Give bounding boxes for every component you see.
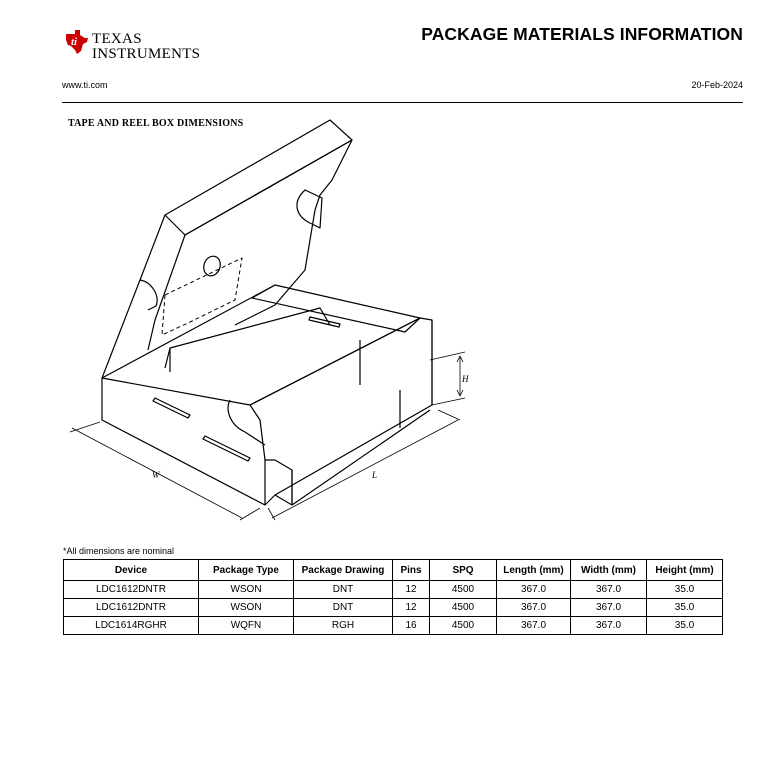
cell-height: 35.0 bbox=[647, 617, 723, 635]
cell-package-type: WQFN bbox=[199, 617, 294, 635]
cell-device: LDC1614RGHR bbox=[64, 617, 199, 635]
cell-spq: 4500 bbox=[430, 581, 497, 599]
website-url[interactable]: www.ti.com bbox=[62, 80, 108, 90]
cell-package-drawing: RGH bbox=[294, 617, 393, 635]
svg-text:ti: ti bbox=[71, 36, 78, 48]
header-divider bbox=[62, 102, 743, 103]
col-header-device: Device bbox=[64, 560, 199, 581]
cell-width: 367.0 bbox=[571, 599, 647, 617]
cell-package-type: WSON bbox=[199, 581, 294, 599]
table-row bbox=[64, 599, 723, 617]
col-header-height: Height (mm) bbox=[647, 560, 723, 581]
box-dimension-drawing bbox=[60, 110, 480, 540]
cell-height: 35.0 bbox=[647, 581, 723, 599]
cell-length: 367.0 bbox=[497, 599, 571, 617]
cell-height: 35.0 bbox=[647, 599, 723, 617]
cell-length: 367.0 bbox=[497, 617, 571, 635]
cell-spq: 4500 bbox=[430, 599, 497, 617]
cell-device: LDC1612DNTR bbox=[64, 599, 199, 617]
length-label: L bbox=[372, 470, 378, 480]
col-header-spq: SPQ bbox=[430, 560, 497, 581]
logo-wordmark bbox=[92, 32, 200, 62]
table-row bbox=[64, 581, 723, 599]
ti-logo bbox=[62, 28, 202, 64]
table-row bbox=[64, 617, 723, 635]
cell-package-drawing: DNT bbox=[294, 581, 393, 599]
col-header-package-type: Package Type bbox=[199, 560, 294, 581]
cell-device: LDC1612DNTR bbox=[64, 581, 199, 599]
width-label: W bbox=[152, 470, 160, 480]
section-title: TAPE AND REEL BOX DIMENSIONS bbox=[68, 118, 244, 129]
height-label: H bbox=[462, 374, 469, 384]
col-header-length: Length (mm) bbox=[497, 560, 571, 581]
ti-state-icon bbox=[62, 28, 90, 56]
col-header-package-drawing: Package Drawing bbox=[294, 560, 393, 581]
col-header-pins: Pins bbox=[393, 560, 430, 581]
cell-pins: 12 bbox=[393, 581, 430, 599]
publish-date: 20-Feb-2024 bbox=[691, 80, 743, 90]
box-dimensions-table bbox=[63, 559, 723, 635]
col-header-width: Width (mm) bbox=[571, 560, 647, 581]
table-header-row bbox=[64, 560, 723, 581]
cell-width: 367.0 bbox=[571, 581, 647, 599]
cell-spq: 4500 bbox=[430, 617, 497, 635]
cell-pins: 16 bbox=[393, 617, 430, 635]
logo-line2: INSTRUMENTS bbox=[92, 46, 201, 62]
cell-package-type: WSON bbox=[199, 599, 294, 617]
cell-package-drawing: DNT bbox=[294, 599, 393, 617]
cell-width: 367.0 bbox=[571, 617, 647, 635]
cell-length: 367.0 bbox=[497, 581, 571, 599]
page-title: PACKAGE MATERIALS INFORMATION bbox=[421, 24, 743, 44]
dimensions-note: *All dimensions are nominal bbox=[63, 546, 175, 556]
cell-pins: 12 bbox=[393, 599, 430, 617]
logo-line1: TEXAS bbox=[92, 31, 142, 47]
